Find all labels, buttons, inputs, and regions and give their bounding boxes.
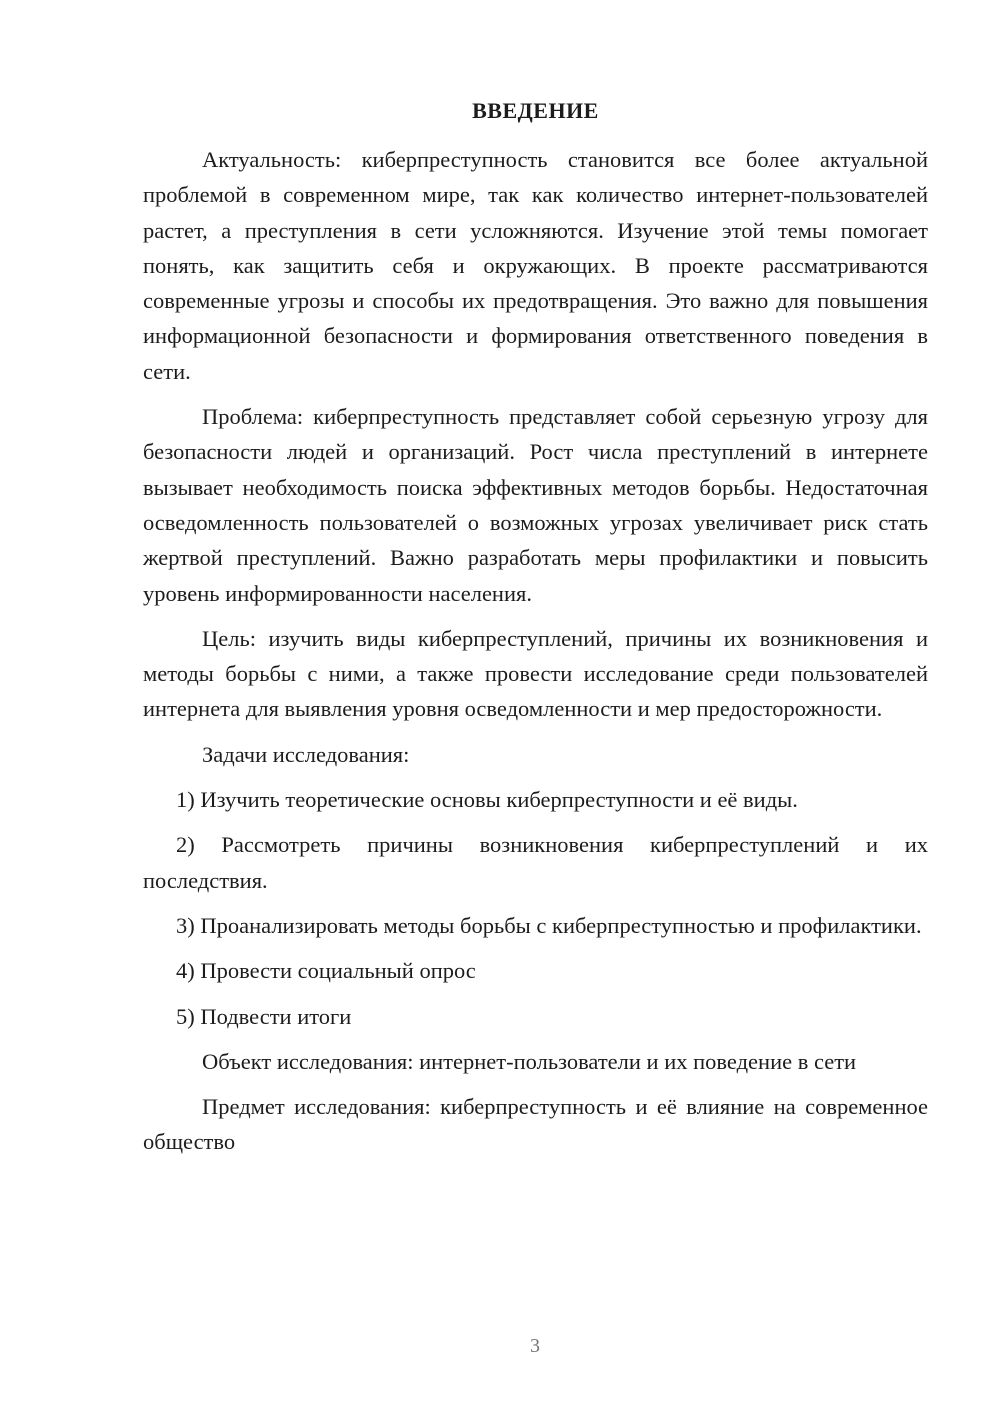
subject-paragraph: Предмет исследования: киберпреступность и её влияние на современное общество (143, 1094, 928, 1155)
goal-paragraph: Цель: изучить виды киберпреступлений, причины их возникновения и методы борьбы с ними, а также провести исследование среди пользователей интернета для выявления уровня осведомленности и мер предосторожности. (143, 625, 928, 722)
task-item-2: 2) Рассмотреть причины возникновения киберпреступлений и их последствия. (143, 832, 928, 893)
problem-paragraph: Проблема: киберпреступность представляет собой серьезную угрозу для безопасности людей и организаций. Рост числа преступлений в интернете вызывает необходимость поиска эффективных методов борьбы. Недостаточная осведомленность пользователей о возможных угрозах увеличивает риск стать жертвой преступлений. Важно разработать меры профилактики и повысить уровень информированности населения. (143, 404, 928, 606)
relevance-paragraph: Актуальность: киберпреступность становится все более актуальной проблемой в современном мире, так как количество интернет-пользователей растет, а преступления в сети усложняются. Изучение этой темы помогает понять, как защитить себя и окружающих. В проекте рассматриваются современные угрозы и способы их предотвращения. Это важно для повышения информационной безопасности и формирования ответственного поведения в сети. (143, 147, 928, 384)
section-heading: ВВЕДЕНИЕ (472, 98, 599, 123)
task-item-5: 5) Подвести итоги (176, 1003, 352, 1029)
page-number: 3 (530, 1335, 540, 1357)
task-item-1: 1) Изучить теоретические основы киберпреступности и её виды. (176, 787, 798, 813)
body-text (143, 142, 928, 1160)
tasks-title: Задачи исследования: (202, 741, 410, 767)
task-item-4: 4) Провести социальный опрос (176, 958, 476, 984)
object-paragraph: Объект исследования: интернет-пользователи и их поведение в сети (202, 1048, 857, 1074)
task-item-3: 3) Проанализировать методы борьбы с киберпреступностью и профилактики. (176, 912, 922, 938)
